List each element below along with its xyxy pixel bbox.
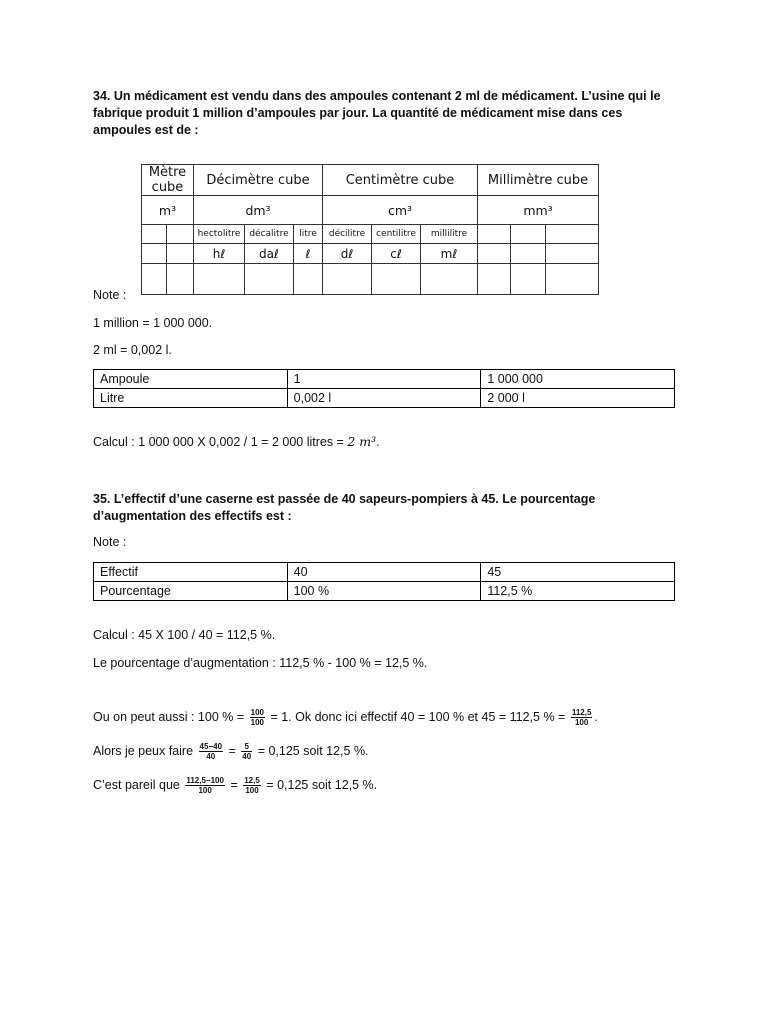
chart-cell	[478, 225, 511, 244]
fraction-denominator: 100	[198, 786, 212, 795]
unit-cubic-centimeter: Centimètre cube	[323, 165, 478, 196]
calculation-34	[93, 434, 380, 449]
chart-cell	[546, 244, 599, 264]
increase-line: Le pourcentage d’augmentation : 112,5 % - 100 % = 12,5 %.	[93, 656, 428, 670]
calc-text: Calcul : 1 000 000 X 0,002 / 1 = 2 000 litres =	[93, 435, 348, 449]
alt-text: C’est pareil que	[93, 777, 180, 792]
table-cell: 40	[287, 563, 481, 582]
fraction	[250, 708, 265, 727]
chart-cell	[511, 244, 546, 264]
sub-symbol-ml: mℓ	[421, 244, 478, 264]
sub-symbol-hl: hℓ	[194, 244, 245, 264]
fraction	[243, 776, 261, 795]
table-cell: 0,002 l	[287, 389, 481, 408]
table-cell: 1 000 000	[481, 370, 675, 389]
volume-conversion-chart	[141, 164, 599, 295]
table-cell: 2 000 l	[481, 389, 675, 408]
fraction-denominator: 100	[250, 718, 264, 727]
table-cell: 1	[287, 370, 481, 389]
table-cell: Litre	[94, 389, 288, 408]
chart-cell	[142, 244, 167, 264]
chart-cell	[142, 264, 167, 295]
unit-cubic-millimeter: Millimètre cube	[478, 165, 599, 196]
calc-end: .	[376, 435, 380, 449]
alt-text: =	[230, 777, 238, 792]
sub-name-millilitre: millilitre	[421, 225, 478, 244]
alt-text: .	[594, 709, 598, 724]
fraction	[241, 742, 252, 761]
fraction-numerator: 100	[250, 708, 264, 717]
fraction-numerator: 12,5	[244, 776, 260, 785]
symbol-mm3: mm³	[478, 196, 599, 225]
chart-cell	[546, 225, 599, 244]
chart-cell	[167, 264, 194, 295]
sub-symbol-cl: cℓ	[372, 244, 421, 264]
question-34-title: 34. Un médicament est vendu dans des ampoules contenant 2 ml de médicament. L’usine qui le fabrique produit 1 million d’ampoules par jour. La quantité de médicament mise dans ces ampoules est de :	[93, 89, 661, 137]
effectif-percent-table	[93, 562, 675, 601]
fraction-numerator: 112,5	[571, 708, 592, 717]
table-row	[94, 582, 675, 601]
question-35-title: 35. L’effectif d’une caserne est passée de 40 sapeurs-pompiers à 45. Le pourcentage d’augmentation des effectifs est :	[93, 492, 596, 523]
fraction-denominator: 100	[574, 718, 589, 727]
table-row	[94, 563, 675, 582]
chart-cell	[478, 264, 511, 295]
note-label-35: Note :	[93, 535, 127, 549]
fraction-numerator: 45−40	[199, 742, 223, 751]
alternative-line-1	[93, 708, 598, 727]
note-label-34: Note :	[93, 288, 127, 302]
fraction	[571, 708, 593, 727]
symbol-m3: m³	[142, 196, 194, 225]
fraction-numerator: 112,5−100	[186, 776, 224, 785]
million-definition: 1 million = 1 000 000.	[93, 316, 213, 330]
fraction-denominator: 100	[245, 786, 259, 795]
chart-cell	[142, 225, 167, 244]
chart-cell	[194, 264, 245, 295]
chart-cell	[167, 244, 194, 264]
table-cell: Pourcentage	[94, 582, 288, 601]
fraction	[199, 742, 223, 761]
table-cell: Effectif	[94, 563, 288, 582]
alt-text: Ou on peut aussi : 100 % =	[93, 709, 245, 724]
table-row	[94, 370, 675, 389]
sub-symbol-dl: dℓ	[323, 244, 372, 264]
calc-result: 2 m³	[347, 434, 377, 449]
fraction-numerator: 5	[241, 742, 252, 752]
table-row	[94, 389, 675, 408]
sub-symbol-l: ℓ	[294, 244, 323, 264]
chart-cell	[546, 264, 599, 295]
alt-text: =	[228, 743, 236, 758]
alternative-line-2	[93, 742, 369, 761]
unit-cubic-decimeter: Décimètre cube	[194, 165, 323, 196]
chart-cell	[421, 264, 478, 295]
chart-cell	[511, 264, 546, 295]
alt-text: = 1. Ok donc ici effectif 40 = 100 % et 45 = 112,5 % =	[270, 709, 566, 724]
alt-text: Alors je peux faire	[93, 743, 194, 758]
fraction-denominator: 40	[206, 752, 216, 761]
chart-cell	[372, 264, 421, 295]
chart-cell	[167, 225, 194, 244]
chart-cell	[323, 264, 372, 295]
chart-cell	[478, 244, 511, 264]
unit-cubic-meter: Mètre cube	[142, 165, 194, 196]
fraction	[185, 776, 225, 795]
chart-cell	[511, 225, 546, 244]
symbol-dm3: dm³	[194, 196, 323, 225]
alternative-line-3	[93, 776, 377, 795]
sub-name-hectolitre: hectolitre	[194, 225, 245, 244]
sub-symbol-dal: daℓ	[245, 244, 294, 264]
table-cell: 45	[481, 563, 675, 582]
table-cell: 100 %	[287, 582, 481, 601]
ampoule-litre-table	[93, 369, 675, 408]
alt-text: = 0,125 soit 12,5 %.	[257, 743, 369, 758]
symbol-cm3: cm³	[323, 196, 478, 225]
fraction-denominator: 40	[242, 752, 252, 761]
alt-text: = 0,125 soit 12,5 %.	[266, 777, 378, 792]
chart-cell	[294, 264, 323, 295]
table-cell: 112,5 %	[481, 582, 675, 601]
ml-to-l: 2 ml = 0,002 l.	[93, 343, 172, 357]
sub-name-decilitre: décilitre	[323, 225, 372, 244]
calculation-35: Calcul : 45 X 100 / 40 = 112,5 %.	[93, 628, 276, 642]
chart-cell	[245, 264, 294, 295]
sub-name-decalitre: décalitre	[245, 225, 294, 244]
sub-name-litre: litre	[294, 225, 323, 244]
table-cell: Ampoule	[94, 370, 288, 389]
sub-name-centilitre: centilitre	[372, 225, 421, 244]
